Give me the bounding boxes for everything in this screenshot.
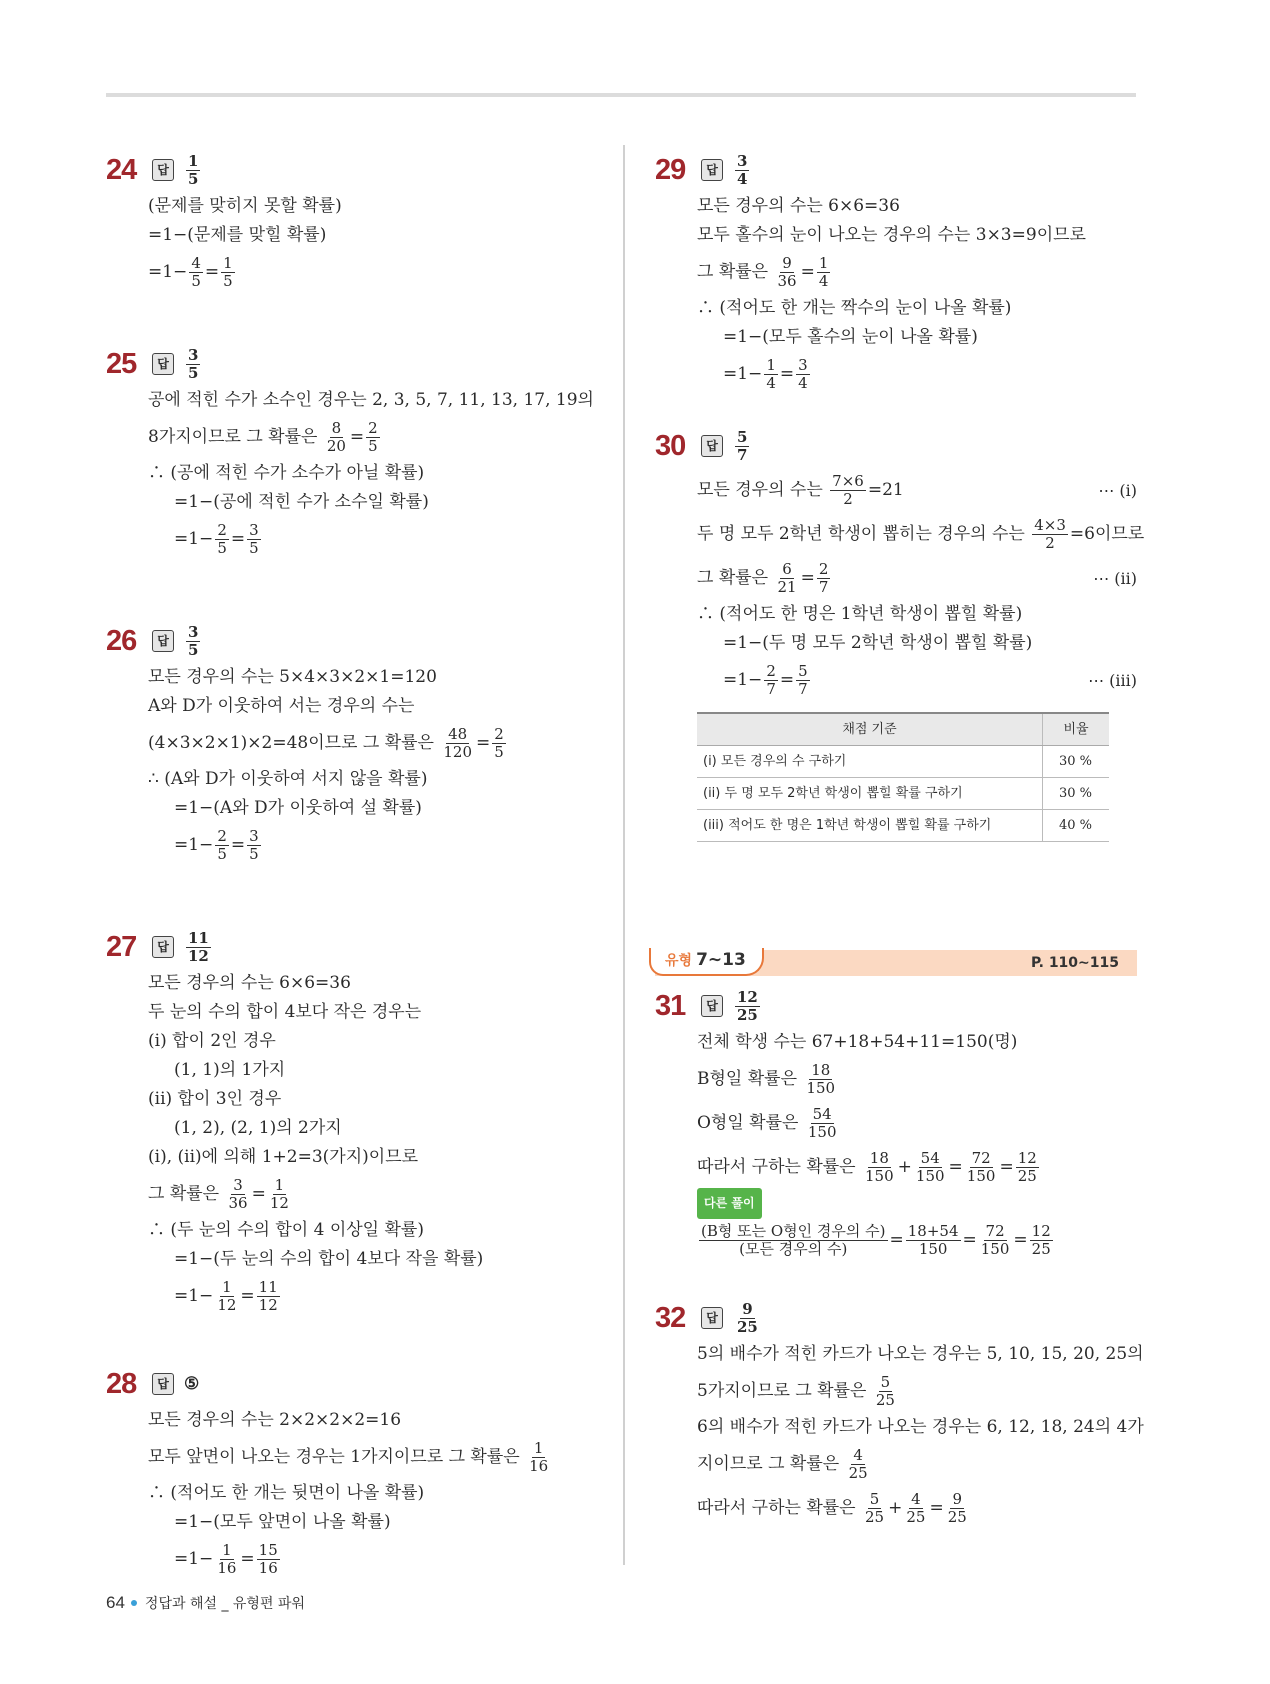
solution-line: 전체 학생 수는 67+18+54+11=150(명)	[697, 1032, 1018, 1052]
solution-line: ∴ (적어도 한 개는 뒷면이 나올 확률)	[148, 1483, 425, 1503]
top-rule	[106, 93, 1136, 97]
answer-fraction: $\frac{1}{5}$	[188, 151, 199, 188]
solution-line: 8가지이므로 그 확률은 $\frac{8}{20}$ = $\frac{2}{5}$	[148, 418, 378, 455]
table-row: (i) 모든 경우의 수 구하기 30 %	[697, 746, 1109, 778]
problem-31	[655, 984, 1137, 1262]
solution-line: ∴ (두 눈의 수의 합이 4 이상일 확률)	[148, 1220, 424, 1240]
problem-26	[106, 619, 576, 867]
solution-line: =1− $\frac{1}{4}$ = $\frac{3}{4}$	[723, 355, 808, 392]
solution-line: =1− $\frac{2}{7}$ = $\frac{5}{7}$ ⋯ (iii)	[723, 661, 1137, 698]
solution-line: 6의 배수가 적힌 카드가 나오는 경우는 6, 12, 18, 24의 4가	[697, 1417, 1144, 1437]
right-column	[655, 148, 1145, 1530]
solution-line: (i) 합이 2인 경우	[148, 1031, 276, 1051]
solution-line: 공에 적힌 수가 소수인 경우는 2, 3, 5, 7, 11, 13, 17, 19의	[148, 390, 594, 410]
solution-line: 모두 앞면이 나오는 경우는 1가지이므로 그 확률은 $\frac{1}{16}$	[148, 1438, 549, 1475]
solution-line: 지이므로 그 확률은 $\frac{4}{25}$	[697, 1445, 868, 1482]
problem-number: 24	[106, 153, 137, 186]
solution-line: =1−(모두 홀수의 눈이 나올 확률)	[723, 327, 978, 347]
solution-line: O형일 확률은 $\frac{54}{150}$	[697, 1104, 837, 1141]
column-divider	[623, 145, 625, 1565]
answer-badge: 답	[152, 630, 174, 652]
solution-line: 그 확률은 $\frac{6}{21}$ = $\frac{2}{7}$ ⋯ (ii)	[697, 559, 1137, 596]
solution-line: 그 확률은 $\frac{9}{36}$ = $\frac{1}{4}$	[697, 253, 829, 290]
solution-line: 모든 경우의 수는 5×4×3×2×1=120	[148, 667, 437, 687]
page-footer	[106, 1593, 305, 1613]
problem-number: 30	[655, 429, 686, 462]
problem-number: 25	[106, 347, 137, 380]
solution-line: (4×3×2×1)×2=48이므로 그 확률은 $\frac{48}{120}$ = $\frac{2}{5}$	[148, 724, 504, 761]
solution-line: 그 확률은 $\frac{3}{36}$ = $\frac{1}{12}$	[148, 1175, 289, 1212]
solution-line: (1, 2), (2, 1)의 2가지	[174, 1118, 342, 1138]
table-row: (iii) 적어도 한 명은 1학년 학생이 뽑힐 확률 구하기 40 %	[697, 810, 1109, 842]
solution-line: 모든 경우의 수는 $\frac{7\times 6}{2}$ =21 ⋯ (i)	[697, 471, 1137, 508]
solution-line: 모든 경우의 수는 2×2×2×2=16	[148, 1410, 402, 1430]
problem-27	[106, 925, 576, 1318]
solution-line: =1−(두 눈의 수의 합이 4보다 작을 확률)	[174, 1249, 484, 1269]
problem-24	[106, 148, 576, 294]
answer-badge: 답	[152, 936, 174, 958]
problem-number: 26	[106, 624, 137, 657]
grading-table	[697, 712, 1109, 842]
solution-line: (1, 1)의 1가지	[174, 1060, 286, 1080]
answer-fraction: $\frac{11}{12}$	[188, 928, 209, 965]
solution-line: =1−(공에 적힌 수가 소수일 확률)	[174, 492, 429, 512]
solution-line: 두 눈의 수의 합이 4보다 작은 경우는	[148, 1002, 422, 1022]
answer-fraction: $\frac{3}{4}$	[737, 151, 748, 188]
answer-badge: 답	[701, 159, 723, 181]
solution-line: (ii) 합이 3인 경우	[148, 1089, 282, 1109]
section-banner	[655, 950, 1137, 976]
solution-line: ∴ (A와 D가 이웃하여 서지 않을 확률)	[148, 769, 428, 789]
answer-badge: 답	[701, 435, 723, 457]
alt-solution-row	[697, 1189, 1137, 1218]
answer-fraction: $\frac{12}{25}$	[737, 987, 758, 1024]
solution-line: =1− $\frac{4}{5}$ = $\frac{1}{5}$	[148, 253, 233, 290]
solution-line: ∴ (적어도 한 개는 짝수의 눈이 나올 확률)	[697, 298, 1012, 318]
solution-line: =1−(모두 앞면이 나올 확률)	[174, 1512, 391, 1532]
solution-line: (문제를 맞히지 못할 확률)	[148, 196, 342, 216]
step-tag: ⋯ (ii)	[1093, 568, 1137, 588]
page-number: 64	[106, 1593, 125, 1612]
answer-badge: 답	[152, 353, 174, 375]
problem-29	[655, 148, 1137, 396]
solution-line: (i), (ii)에 의해 1+2=3(가지)이므로	[148, 1147, 419, 1167]
solution-line: 5의 배수가 적힌 카드가 나오는 경우는 5, 10, 15, 20, 25의	[697, 1344, 1144, 1364]
solution-line: =1−(두 명 모두 2학년 학생이 뽑힐 확률)	[723, 633, 1033, 653]
solution-line: =1− $\frac{1}{16}$ = $\frac{15}{16}$	[174, 1540, 278, 1577]
bullet-dot-icon	[131, 1600, 137, 1606]
solution-line: B형일 확률은 $\frac{18}{150}$	[697, 1060, 836, 1097]
answer-badge: 답	[701, 1307, 723, 1329]
solution-line: 모든 경우의 수는 6×6=36	[697, 196, 900, 216]
solution-line: 따라서 구하는 확률은 $\frac{18}{150}$ + $\frac{54}{150}$ = $\frac{72}{150}$ = $\frac{12}{25}$	[697, 1148, 1037, 1185]
type-tag: 유형 7∼13	[649, 948, 764, 976]
solution-line: A와 D가 이웃하여 서는 경우의 수는	[148, 696, 415, 716]
answer-fraction: $\frac{3}{5}$	[188, 345, 199, 382]
alt-solution-badge: 다른 풀이	[697, 1188, 762, 1219]
problem-number: 32	[655, 1301, 686, 1334]
solution-line: =1− $\frac{1}{12}$ = $\frac{11}{12}$	[174, 1277, 278, 1314]
footer-title: 정답과 해설 _ 유형편 파워	[144, 1596, 305, 1612]
solution-line: =1−(문제를 맞힐 확률)	[148, 225, 327, 245]
step-tag: ⋯ (iii)	[1088, 670, 1137, 690]
solution-line: 모든 경우의 수는 6×6=36	[148, 973, 351, 993]
answer-fraction: $\frac{3}{5}$	[188, 622, 199, 659]
answer-badge: 답	[701, 995, 723, 1017]
answer-fraction: $\frac{9}{25}$	[737, 1299, 758, 1336]
table-header: 채점 기준	[697, 713, 1043, 746]
problem-30	[655, 424, 1145, 842]
solution-line: 두 명 모두 2학년 학생이 뽑히는 경우의 수는 $\frac{4\times 3}{2}$ =6이므로	[697, 515, 1145, 552]
problem-25	[106, 342, 594, 561]
problem-number: 31	[655, 989, 686, 1022]
problem-28	[106, 1362, 576, 1581]
solution-line: $\frac{\text{(B형 또는 O형인 경우의 수)}}{\text{(모든 경우의 수)}}$ = $\frac{18+54}{150}$ = $\frac{72}{150}$ = $\frac{12}{25}$	[701, 1221, 1051, 1258]
solution-line: 따라서 구하는 확률은 $\frac{5}{25}$ + $\frac{4}{25}$ = $\frac{9}{25}$	[697, 1489, 967, 1526]
problem-number: 28	[106, 1367, 137, 1400]
solution-line: =1− $\frac{2}{5}$ = $\frac{3}{5}$	[174, 826, 259, 863]
solution-line: ∴ (적어도 한 명은 1학년 학생이 뽑힐 확률)	[697, 604, 1023, 624]
problem-number: 27	[106, 930, 137, 963]
table-row: (ii) 두 명 모두 2학년 학생이 뽑힐 확률 구하기 30 %	[697, 778, 1109, 810]
solution-line: =1−(A와 D가 이웃하여 설 확률)	[174, 798, 422, 818]
answer-badge: 답	[152, 1373, 174, 1395]
solution-line: 모두 홀수의 눈이 나오는 경우의 수는 3×3=9이므로	[697, 225, 1086, 245]
step-tag: ⋯ (i)	[1098, 480, 1137, 500]
page-range: P. 110∼115	[1030, 955, 1119, 971]
table-header: 비율	[1043, 713, 1110, 746]
left-column	[106, 148, 594, 1581]
solution-line: 5가지이므로 그 확률은 $\frac{5}{25}$	[697, 1372, 895, 1409]
solution-line: =1− $\frac{2}{5}$ = $\frac{3}{5}$	[174, 520, 259, 557]
answer-fraction: $\frac{5}{7}$	[737, 427, 748, 464]
problem-number: 29	[655, 153, 686, 186]
answer-badge: 답	[152, 159, 174, 181]
problem-32	[655, 1296, 1144, 1530]
answer-choice: ⑤	[184, 1374, 200, 1394]
solution-line: ∴ (공에 적힌 수가 소수가 아닐 확률)	[148, 463, 425, 483]
